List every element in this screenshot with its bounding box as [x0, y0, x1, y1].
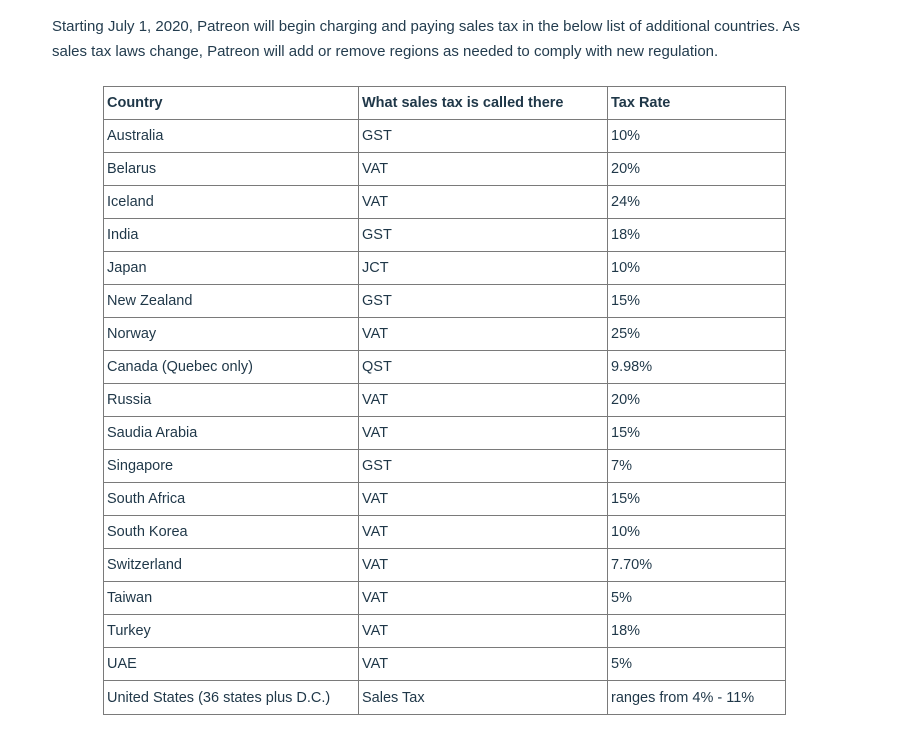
tax-rate-cell: 15%: [608, 483, 786, 516]
country-cell: Japan: [104, 252, 359, 285]
country-cell: Singapore: [104, 450, 359, 483]
table-row: [104, 252, 786, 285]
table-row: [104, 582, 786, 615]
table-row: [104, 186, 786, 219]
country-cell: Turkey: [104, 615, 359, 648]
country-cell: Russia: [104, 384, 359, 417]
country-cell: UAE: [104, 648, 359, 681]
tax-name-cell: VAT: [359, 483, 608, 516]
tax-rate-cell: 5%: [608, 648, 786, 681]
table-row: [104, 516, 786, 549]
country-cell: United States (36 states plus D.C.): [104, 681, 359, 715]
tax-name-cell: VAT: [359, 318, 608, 351]
table-header-row: [104, 87, 786, 120]
intro-paragraph: [52, 14, 852, 64]
tax-name-cell: VAT: [359, 153, 608, 186]
tax-rate-cell: 20%: [608, 153, 786, 186]
tax-name-cell: VAT: [359, 186, 608, 219]
tax-name-cell: VAT: [359, 582, 608, 615]
tax-name-cell: GST: [359, 120, 608, 153]
sales-tax-table: [103, 86, 786, 715]
tax-rate-cell: ranges from 4% - 11%: [608, 681, 786, 715]
country-cell: Saudia Arabia: [104, 417, 359, 450]
header-tax-name: What sales tax is called there: [359, 87, 608, 120]
table-row: [104, 615, 786, 648]
tax-rate-cell: 24%: [608, 186, 786, 219]
tax-rate-cell: 25%: [608, 318, 786, 351]
header-tax-rate: Tax Rate: [608, 87, 786, 120]
header-country: Country: [104, 87, 359, 120]
tax-name-cell: VAT: [359, 516, 608, 549]
country-cell: Iceland: [104, 186, 359, 219]
tax-rate-cell: 10%: [608, 252, 786, 285]
tax-name-cell: GST: [359, 285, 608, 318]
table-row: [104, 648, 786, 681]
tax-rate-cell: 10%: [608, 120, 786, 153]
country-cell: Belarus: [104, 153, 359, 186]
country-cell: Australia: [104, 120, 359, 153]
country-cell: South Africa: [104, 483, 359, 516]
tax-name-cell: VAT: [359, 384, 608, 417]
tax-rate-cell: 10%: [608, 516, 786, 549]
country-cell: South Korea: [104, 516, 359, 549]
table-row: [104, 153, 786, 186]
table-row: [104, 549, 786, 582]
table-row: [104, 318, 786, 351]
intro-line-1: Starting July 1, 2020, Patreon will begin charging and paying sales tax in the below list of additional countries. As: [52, 18, 800, 35]
tax-name-cell: GST: [359, 450, 608, 483]
tax-name-cell: VAT: [359, 549, 608, 582]
country-cell: India: [104, 219, 359, 252]
intro-line-2: sales tax laws change, Patreon will add or remove regions as needed to comply with new regulation.: [52, 43, 719, 60]
table-row: [104, 285, 786, 318]
tax-name-cell: VAT: [359, 417, 608, 450]
country-cell: Canada (Quebec only): [104, 351, 359, 384]
country-cell: New Zealand: [104, 285, 359, 318]
tax-name-cell: QST: [359, 351, 608, 384]
tax-rate-cell: 20%: [608, 384, 786, 417]
table-row: [104, 219, 786, 252]
table-row: [104, 483, 786, 516]
tax-name-cell: GST: [359, 219, 608, 252]
country-cell: Switzerland: [104, 549, 359, 582]
tax-rate-cell: 18%: [608, 219, 786, 252]
tax-rate-cell: 15%: [608, 417, 786, 450]
tax-rate-cell: 15%: [608, 285, 786, 318]
table-row: [104, 120, 786, 153]
table-row: [104, 351, 786, 384]
table-row: [104, 450, 786, 483]
tax-name-cell: JCT: [359, 252, 608, 285]
tax-name-cell: Sales Tax: [359, 681, 608, 715]
table-row: [104, 681, 786, 715]
table-row: [104, 384, 786, 417]
tax-rate-cell: 5%: [608, 582, 786, 615]
tax-rate-cell: 7.70%: [608, 549, 786, 582]
country-cell: Taiwan: [104, 582, 359, 615]
tax-name-cell: VAT: [359, 648, 608, 681]
tax-rate-cell: 18%: [608, 615, 786, 648]
tax-rate-cell: 9.98%: [608, 351, 786, 384]
tax-name-cell: VAT: [359, 615, 608, 648]
tax-rate-cell: 7%: [608, 450, 786, 483]
table-row: [104, 417, 786, 450]
country-cell: Norway: [104, 318, 359, 351]
